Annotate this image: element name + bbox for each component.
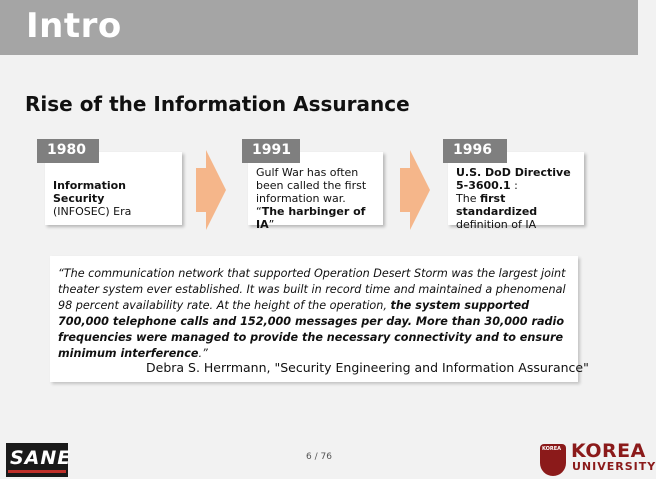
korea-university-crest-icon: KOREA <box>540 444 566 476</box>
box1-line2: (INFOSEC) Era <box>53 205 132 218</box>
box2-line2: been called the first <box>256 179 367 192</box>
box2-line4: “The harbinger of IA” <box>256 205 366 231</box>
box1-line1: Information Security <box>53 179 126 205</box>
box3-line1: U.S. DoD Directive <box>456 166 571 179</box>
year-tab-1996: 1996 <box>443 139 507 163</box>
korea-logo-text: KOREA <box>571 440 646 462</box>
box2-line1: Gulf War has often <box>256 166 359 179</box>
box2-line3: information war. <box>256 192 346 205</box>
university-logo-text: UNIVERSITY <box>572 460 656 473</box>
box3-line3: The first standardized <box>456 192 538 218</box>
year-tab-1991: 1991 <box>242 139 300 163</box>
sane-logo: SANE <box>6 443 68 477</box>
title-bar <box>0 0 638 55</box>
arrow-1-icon <box>206 150 226 230</box>
quote-box <box>50 256 589 382</box>
arrow-2-body <box>400 168 410 212</box>
page-number: 6 / 76 <box>306 452 332 462</box>
box3-line4: definition of IA <box>456 218 537 231</box>
slide-title: Intro <box>26 6 122 46</box>
arrow-2-icon <box>410 150 430 230</box>
slide-subtitle: Rise of the Information Assurance <box>25 92 410 116</box>
quote-attribution: Debra S. Herrmann, "Security Engineering and Information Assurance" <box>146 360 589 375</box>
arrow-1-body <box>196 168 206 212</box>
box3-line2: 5-3600.1 : <box>456 179 518 192</box>
year-tab-1980: 1980 ~ <box>37 139 99 163</box>
quote-text: “The communication network that supported Operation Desert Storm was the largest joint theater system ever established. It was built in record time and maintained a phenomenal 98 percent availability rate. At the height of the operation, the system supported 700,000 telephone calls and 152,000 messages per day. More than 30,000 radio frequencies were managed to provide the necessary connectivity and to ensure minimum interference.” <box>58 267 566 360</box>
